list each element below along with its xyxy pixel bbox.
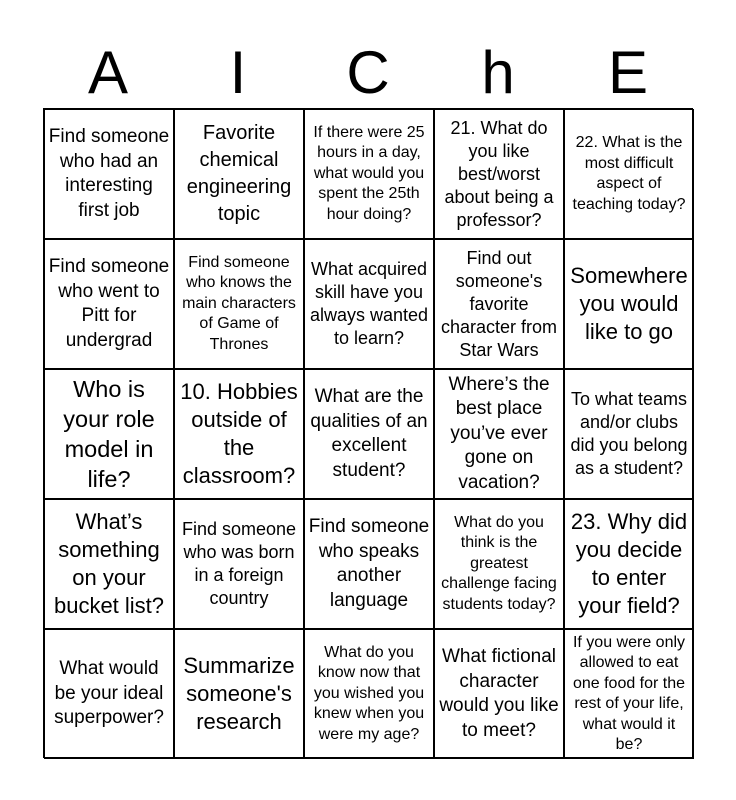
bingo-cell[interactable] (564, 109, 694, 239)
header-letter-e: E (607, 39, 649, 106)
bingo-cell[interactable] (564, 369, 694, 499)
cell-text: What acquired skill have you always wanted to learn? (309, 259, 429, 348)
bingo-cell[interactable] (44, 369, 174, 499)
bingo-cell[interactable] (44, 629, 174, 759)
bingo-cell[interactable] (434, 109, 564, 239)
header-letter-a: A (87, 39, 129, 106)
bingo-cell[interactable] (434, 369, 564, 499)
cell-text: Where’s the best place you’ve ever gone on vacation? (448, 373, 550, 493)
bingo-cell[interactable] (44, 499, 174, 629)
bingo-cell[interactable] (304, 369, 434, 499)
cell-text: Favorite chemical engineering topic (186, 122, 292, 225)
cell-text: If there were 25 hours in a day, what would you spent the 25th hour doing? (313, 123, 425, 223)
cell-text: What fictional character would you like to meet? (439, 646, 559, 741)
cell-text: To what teams and/or clubs did you belong as a student? (570, 389, 688, 478)
header-letter-i: I (229, 39, 247, 106)
bingo-cell[interactable] (174, 369, 304, 499)
bingo-cell[interactable] (44, 239, 174, 369)
cell-text: What do you think is the greatest challenge facing students today? (441, 513, 557, 613)
bingo-cell[interactable] (564, 499, 694, 629)
bingo-cell[interactable] (174, 239, 304, 369)
bingo-header (43, 38, 693, 108)
cell-text: Find someone who speaks another language (308, 516, 430, 611)
cell-text: Find someone who was born in a foreign country (181, 519, 297, 608)
bingo-cell[interactable] (174, 499, 304, 629)
cell-text: Find someone who had an interesting first job (48, 126, 170, 221)
bingo-cell[interactable] (174, 629, 304, 759)
bingo-cell[interactable] (304, 629, 434, 759)
bingo-cell[interactable] (564, 629, 694, 759)
header-letter-h: h (481, 39, 515, 106)
bingo-cell[interactable] (174, 109, 304, 239)
cell-text: 10. Hobbies outside of the classroom? (180, 379, 298, 488)
cell-text: What’s something on your bucket list? (53, 509, 165, 618)
bingo-cell[interactable] (434, 629, 564, 759)
bingo-grid (43, 108, 693, 758)
cell-text: What would be your ideal superpower? (54, 658, 164, 729)
cell-text: Find someone who went to Pitt for undergrad (48, 256, 170, 351)
bingo-cell[interactable] (434, 499, 564, 629)
cell-text: Who is your role model in life? (63, 376, 155, 492)
cell-text: 22. What is the most difficult aspect of teaching today? (572, 134, 686, 213)
bingo-cell[interactable] (304, 239, 434, 369)
cell-text: If you were only allowed to eat one food for the rest of your life, what would it be? (572, 633, 686, 753)
cell-text: Find someone who knows the main characters of Game of Thrones (182, 253, 296, 353)
cell-text: Summarize someone's research (183, 653, 295, 734)
cell-text: 21. What do you like best/worst about being a professor? (444, 117, 554, 230)
bingo-cell[interactable] (304, 109, 434, 239)
cell-text: What do you know now that you wished you knew when you were my age? (313, 643, 425, 743)
bingo-cell[interactable] (434, 239, 564, 369)
cell-text: 23. Why did you decide to enter your field? (570, 509, 688, 618)
cell-text: What are the qualities of an excellent student? (310, 386, 428, 481)
bingo-cell[interactable] (44, 109, 174, 239)
cell-text: Somewhere you would like to go (570, 263, 688, 344)
cell-text: Find out someone's favorite character from Star Wars (440, 247, 558, 360)
header-letter-c: C (346, 39, 390, 106)
bingo-cell[interactable] (304, 499, 434, 629)
bingo-cell[interactable] (564, 239, 694, 369)
